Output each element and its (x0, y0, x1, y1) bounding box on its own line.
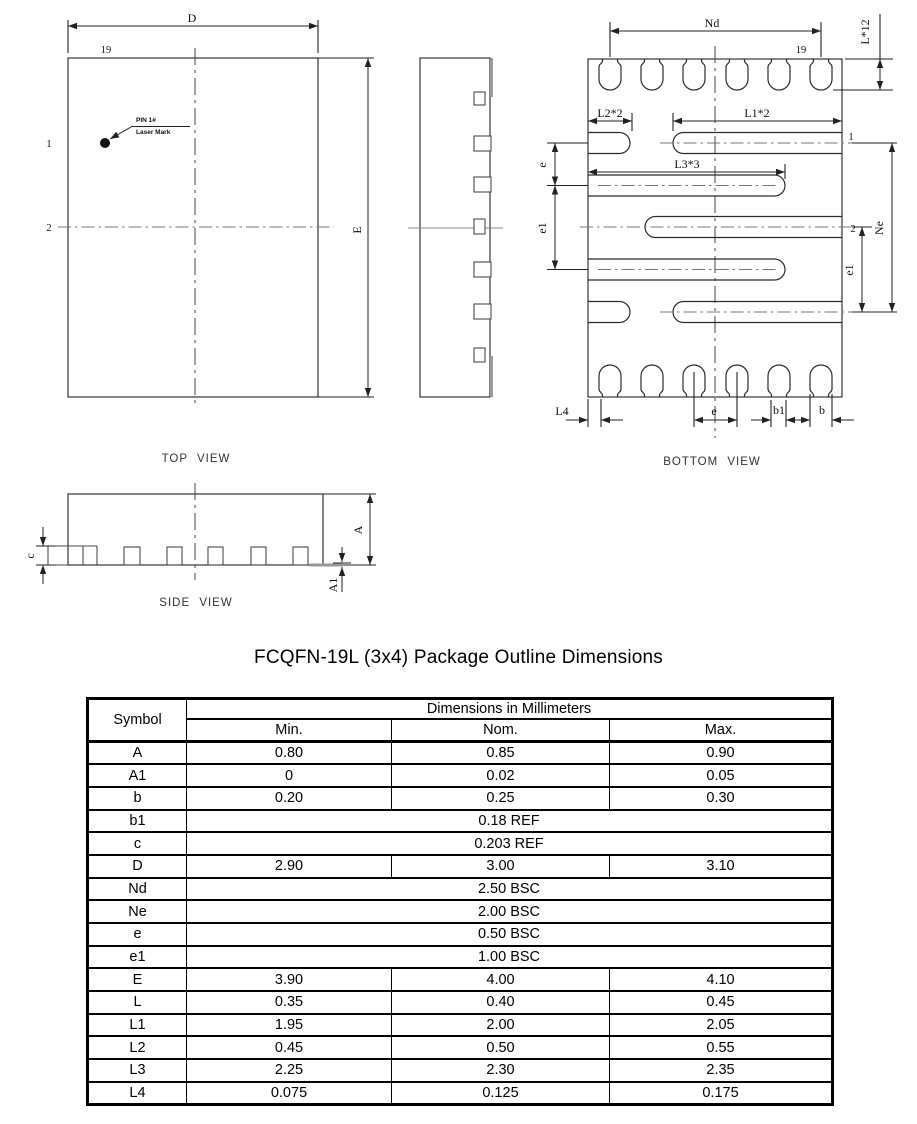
cell-symbol: A (88, 742, 187, 765)
table-row (88, 1082, 833, 1105)
dim-label-D: D (187, 11, 197, 25)
dim-label-e1-right: e1 (842, 264, 856, 276)
cell-max: 0.90 (610, 742, 833, 765)
cell-min: 0.45 (187, 1036, 392, 1059)
dim-label-L12: L*12 (858, 19, 872, 45)
bottom-pad (599, 365, 621, 397)
cell-symbol: A1 (88, 764, 187, 787)
dim-label-L4: L4 (555, 404, 569, 418)
table-row (88, 1036, 833, 1059)
side-pad-L2 (588, 133, 630, 154)
top-pad (768, 59, 790, 90)
header-dimensions: Dimensions in Millimeters (187, 699, 833, 719)
cell-value: 1.00 BSC (187, 946, 833, 969)
cell-min: 0 (187, 764, 392, 787)
cell-symbol: L (88, 991, 187, 1014)
cell-nom: 2.30 (392, 1059, 610, 1082)
cell-min: 0.075 (187, 1082, 392, 1105)
dim-label-L1: L1*2 (744, 106, 770, 120)
cell-max: 2.35 (610, 1059, 833, 1082)
cell-symbol: Nd (88, 878, 187, 901)
table-subheader-row (88, 719, 833, 742)
cell-symbol: e1 (88, 946, 187, 969)
cell-max: 4.10 (610, 968, 833, 991)
top-pad (726, 59, 748, 90)
pin2-label: 2 (46, 223, 52, 234)
header-nom: Nom. (392, 719, 610, 742)
pin1-leader-line (110, 127, 131, 139)
cell-value: 0.18 REF (187, 810, 833, 833)
lead-square (124, 547, 140, 565)
table-row (88, 742, 833, 765)
table-row (88, 1059, 833, 1082)
cell-max: 0.30 (610, 787, 833, 810)
bottom-pad (810, 365, 832, 397)
dim-label-b1: b1 (773, 403, 785, 417)
cell-max: 2.05 (610, 1014, 833, 1037)
table-row (88, 900, 833, 923)
header-symbol: Symbol (88, 699, 187, 742)
bottom-view-caption: BOTTOM VIEW (663, 456, 761, 468)
cell-symbol: L3 (88, 1059, 187, 1082)
bottom-pad (768, 365, 790, 397)
top-pad (641, 59, 663, 90)
cell-nom: 0.50 (392, 1036, 610, 1059)
pin1-laser-mark-dot (100, 138, 110, 148)
header-min: Min. (187, 719, 392, 742)
dim-label-A1: A1 (326, 577, 340, 593)
cell-nom: 0.02 (392, 764, 610, 787)
lead-square (474, 136, 491, 151)
dim-label-Ne: Ne (872, 221, 886, 235)
cell-max: 0.05 (610, 764, 833, 787)
cell-symbol: Ne (88, 900, 187, 923)
lead-square (167, 547, 182, 565)
table-row (88, 1014, 833, 1037)
side-view-caption: SIDE VIEW (159, 597, 233, 609)
cell-nom: 4.00 (392, 968, 610, 991)
cell-min: 2.25 (187, 1059, 392, 1082)
cell-max: 3.10 (610, 855, 833, 878)
bottom-view (535, 14, 897, 468)
cell-min: 0.80 (187, 742, 392, 765)
table-row (88, 946, 833, 969)
cell-nom: 3.00 (392, 855, 610, 878)
dim-label-E: E (350, 226, 364, 234)
cell-nom: 0.25 (392, 787, 610, 810)
bottom-pad (641, 365, 663, 397)
table-row (88, 764, 833, 787)
cell-symbol: b1 (88, 810, 187, 833)
cell-symbol: D (88, 855, 187, 878)
lead-square (474, 177, 491, 192)
top-pad (810, 59, 832, 90)
header-max: Max. (610, 719, 833, 742)
cell-value: 0.50 BSC (187, 923, 833, 946)
table-row (88, 810, 833, 833)
cell-max: 0.55 (610, 1036, 833, 1059)
pin1-label: 1 (46, 139, 52, 150)
dim-label-L3: L3*3 (674, 157, 700, 171)
cell-symbol: L2 (88, 1036, 187, 1059)
cell-symbol: E (88, 968, 187, 991)
lead-square (474, 92, 485, 105)
cell-value: 2.00 BSC (187, 900, 833, 923)
table-row (88, 968, 833, 991)
table-row (88, 878, 833, 901)
table-row (88, 855, 833, 878)
pin19-label: 19 (795, 45, 807, 56)
table-row (88, 923, 833, 946)
cell-symbol: b (88, 787, 187, 810)
top-pad (683, 59, 705, 90)
cell-nom: 0.40 (392, 991, 610, 1014)
top-pad (599, 59, 621, 90)
dim-label-c: c (23, 553, 37, 559)
cell-symbol: e (88, 923, 187, 946)
pin1-mark-text: PIN 1# (136, 117, 156, 124)
cell-value: 0.203 REF (187, 832, 833, 855)
pin1-mark-text: Laser Mark (136, 129, 171, 136)
cell-symbol: L1 (88, 1014, 187, 1037)
side-pad-L2 (588, 302, 630, 323)
cell-min: 0.20 (187, 787, 392, 810)
pin19-label: 19 (100, 45, 112, 56)
dim-label-Nd: Nd (704, 16, 720, 30)
cell-nom: 0.85 (392, 742, 610, 765)
cell-value: 2.50 BSC (187, 878, 833, 901)
table-row (88, 991, 833, 1014)
side-profile-view (408, 58, 503, 397)
dim-label-e-bottom: e (711, 404, 717, 418)
cell-symbol: L4 (88, 1082, 187, 1105)
dim-label-e-left: e (535, 162, 549, 168)
table-header-row (88, 699, 833, 719)
lead-square (474, 304, 491, 319)
pin2-label: 2 (850, 224, 856, 235)
cell-nom: 2.00 (392, 1014, 610, 1037)
top-view (46, 11, 374, 465)
cell-min: 2.90 (187, 855, 392, 878)
lead-square (474, 219, 485, 234)
side-view (23, 483, 376, 609)
dim-label-e1-left: e1 (535, 222, 549, 234)
lead-square (474, 348, 485, 362)
top-view-caption: TOP VIEW (161, 453, 231, 465)
cell-min: 1.95 (187, 1014, 392, 1037)
cell-max: 0.45 (610, 991, 833, 1014)
cell-symbol: c (88, 832, 187, 855)
cell-max: 0.175 (610, 1082, 833, 1105)
dimensions-table (86, 697, 834, 1106)
dim-label-L2: L2*2 (597, 106, 623, 120)
lead-square (208, 547, 223, 565)
cell-nom: 0.125 (392, 1082, 610, 1105)
lead-square (293, 547, 308, 565)
lead-square (474, 262, 491, 277)
table-row (88, 787, 833, 810)
lead-square (251, 547, 266, 565)
table-row (88, 832, 833, 855)
cell-min: 0.35 (187, 991, 392, 1014)
dim-label-b: b (819, 403, 825, 417)
pin1-label: 1 (848, 132, 854, 143)
dim-label-A: A (351, 525, 365, 535)
page-title: FCQFN-19L (3x4) Package Outline Dimensions (254, 647, 663, 668)
cell-min: 3.90 (187, 968, 392, 991)
